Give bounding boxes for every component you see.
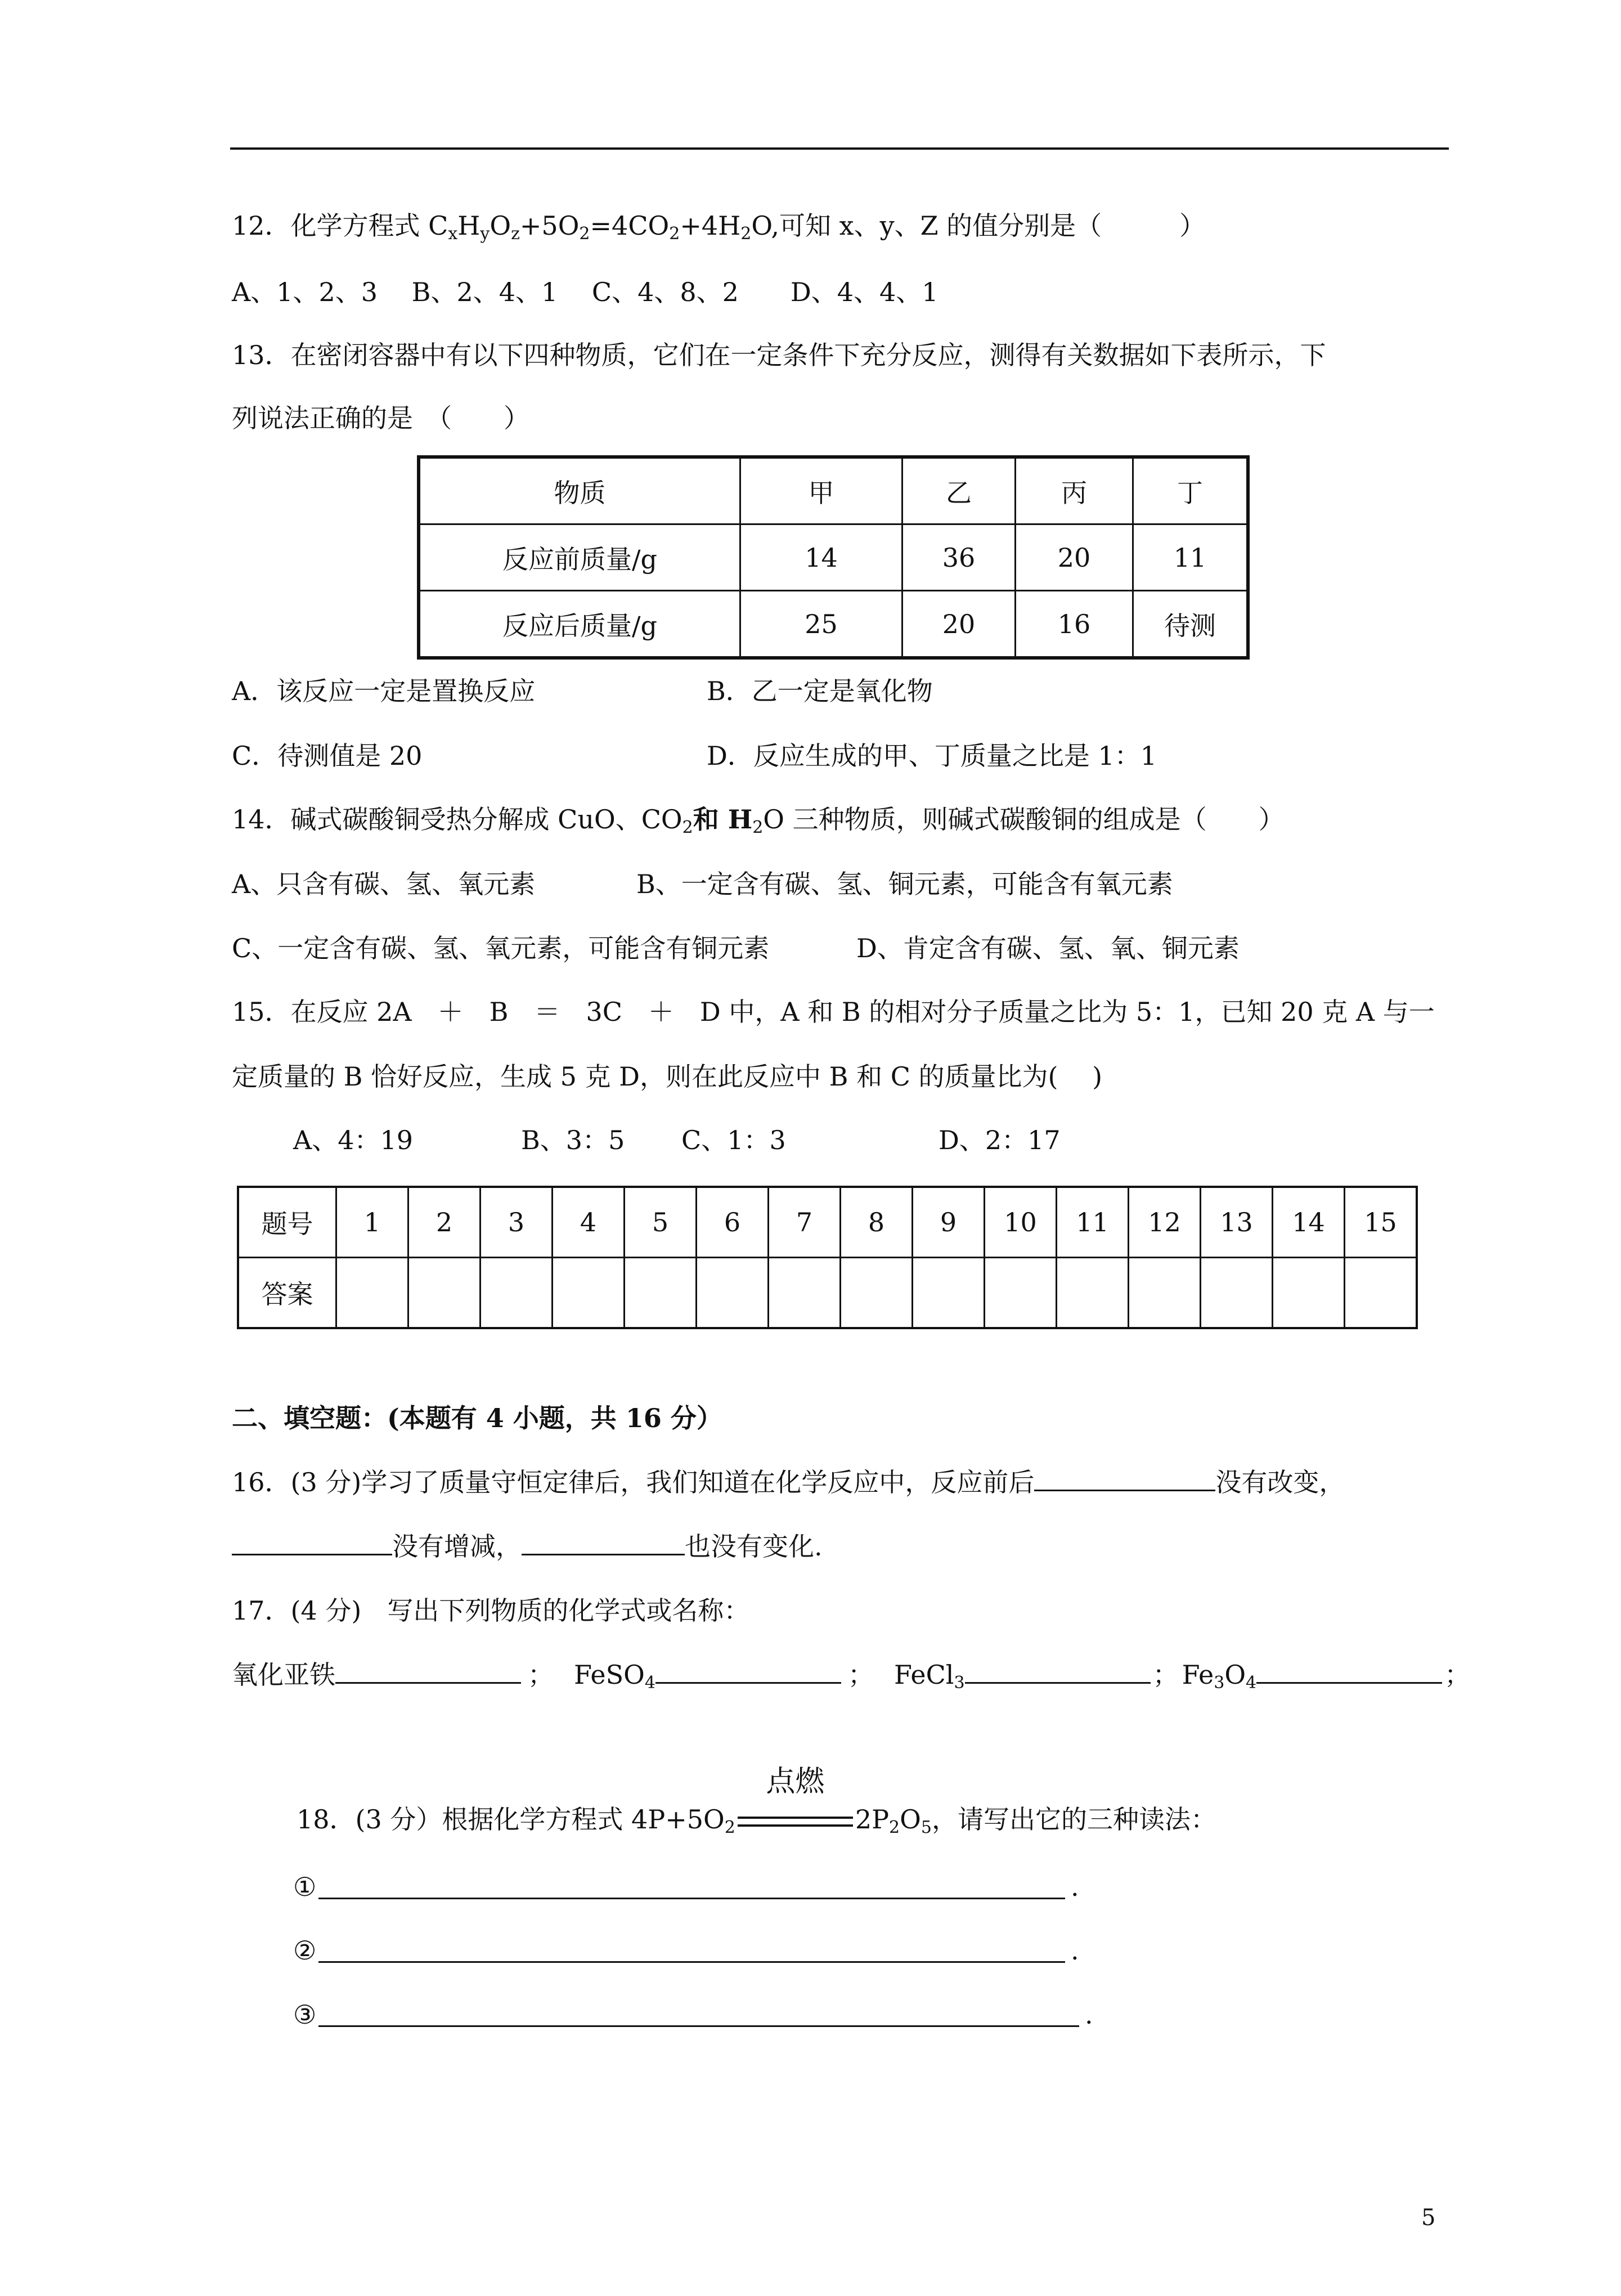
q17-stem: 17．(4 分) 写出下列物质的化学式或名称：	[232, 1595, 750, 1626]
q16-line2	[232, 1531, 823, 1562]
answer-cell[interactable]	[336, 1258, 408, 1329]
q13-stem-line2: 列说法正确的是 （ ）	[232, 403, 529, 433]
q12-stem	[232, 210, 1206, 244]
table-header-cell: 丁	[1133, 457, 1249, 524]
period: .	[1071, 1935, 1079, 1966]
answer-number-cell: 13	[1201, 1187, 1273, 1258]
q14-sub: 2	[682, 818, 693, 837]
answer-number-cell: 1	[336, 1187, 408, 1258]
formula-text: C	[428, 210, 448, 241]
answer-number-cell: 15	[1345, 1187, 1417, 1258]
formula-text: 2P	[855, 1804, 890, 1835]
header-rule	[230, 147, 1449, 150]
formula-sub: 4	[644, 1673, 655, 1693]
answer-row-label: 题号	[238, 1187, 336, 1258]
table-cell: 反应前质量/g	[419, 524, 740, 591]
answer-cell[interactable]	[481, 1258, 553, 1329]
reaction-condition: 点燃	[766, 1765, 825, 1799]
answer-table	[237, 1186, 1418, 1329]
table-header-cell: 乙	[902, 457, 1016, 524]
answer-cell[interactable]	[1201, 1258, 1273, 1329]
table-cell: 20	[902, 591, 1016, 658]
q14-sub2: 2	[752, 818, 764, 837]
double-line	[738, 1817, 853, 1827]
q14-option-a: A、只含有碳、氢、氧元素	[232, 869, 536, 899]
answer-cell[interactable]	[769, 1258, 841, 1329]
formula-text: O	[490, 210, 511, 241]
table-cell: 20	[1016, 524, 1133, 591]
reading-mark-3: ③	[293, 1999, 317, 2030]
answer-blank[interactable]	[655, 1682, 841, 1684]
answer-line[interactable]	[318, 1898, 1065, 1899]
answer-number-cell: 8	[841, 1187, 913, 1258]
separator: ；	[1444, 1660, 1471, 1690]
q17-item-2	[574, 1660, 655, 1693]
answer-cell[interactable]	[841, 1258, 913, 1329]
formula-text: H	[457, 210, 481, 241]
table-cell: 25	[740, 591, 902, 658]
q15-stem-line2: 定质量的 B 恰好反应，生成 5 克 D，则在此反应中 B 和 C 的质量比为( )	[232, 1061, 1103, 1092]
table-cell: 16	[1016, 591, 1133, 658]
formula-sub: 2	[740, 224, 752, 244]
table-cell: 反应后质量/g	[419, 591, 740, 658]
separator: ；	[528, 1660, 554, 1690]
reading-mark-1: ①	[293, 1872, 317, 1902]
q15-option-c: C、1：3	[681, 1125, 786, 1155]
answer-line[interactable]	[318, 1961, 1065, 1963]
q13-stem-line1: 13．在密闭容器中有以下四种物质，它们在一定条件下充分反应，测得有关数据如下表所示，下	[232, 340, 1326, 370]
formula-text: O	[751, 210, 771, 241]
q12-prefix: 12．化学方程式	[232, 210, 429, 241]
q16-text-a: 16．(3 分)学习了质量守恒定律后，我们知道在化学反应中，反应前后	[232, 1467, 1035, 1497]
q14-stem	[232, 804, 1285, 837]
answer-number-row	[238, 1187, 1417, 1258]
answer-blank[interactable]	[1256, 1682, 1442, 1684]
q14-option-d: D、肯定含有碳、氢、氧、铜元素	[856, 933, 1240, 963]
formula-sub: 3	[954, 1673, 965, 1693]
table-cell: 待测	[1133, 591, 1249, 658]
answer-input-row	[238, 1258, 1417, 1329]
q17-items	[232, 1660, 1471, 1693]
answer-number-cell: 10	[985, 1187, 1057, 1258]
formula-sub: 5	[920, 1818, 932, 1837]
formula-sub: x	[448, 224, 458, 244]
q12-suffix: ,可知 x、y、Z 的值分别是（ ）	[771, 210, 1206, 241]
answer-blank[interactable]	[1034, 1490, 1215, 1491]
q15-option-b: B、3：5	[521, 1125, 625, 1155]
ignition-arrow	[735, 1765, 855, 1832]
answer-number-cell: 6	[697, 1187, 769, 1258]
q13-option-d: D．反应生成的甲、丁质量之比是 1：1	[707, 741, 1157, 771]
answer-cell[interactable]	[1273, 1258, 1345, 1329]
formula-sub: 2	[669, 224, 680, 244]
table-header-cell: 丙	[1016, 457, 1133, 524]
answer-number-cell: 4	[553, 1187, 625, 1258]
answer-cell[interactable]	[625, 1258, 697, 1329]
q13-data-table	[417, 455, 1250, 660]
table-cell: 14	[740, 524, 902, 591]
q13-option-c: C．待测值是 20	[232, 741, 423, 771]
answer-line[interactable]	[318, 2025, 1079, 2027]
answer-cell[interactable]	[1345, 1258, 1417, 1329]
q12-options: A、1、2、3 B、2、4、1 C、4、8、2 D、4、4、1	[232, 277, 939, 307]
q13-option-b: B．乙一定是氧化物	[707, 676, 933, 706]
table-cell: 11	[1133, 524, 1249, 591]
q15-stem-line1: 15．在反应 2A ＋ B ＝ 3C ＋ D 中，A 和 B 的相对分子质量之比为 5：1，已知 20 克 A 与一	[232, 997, 1435, 1027]
answer-number-cell: 12	[1129, 1187, 1201, 1258]
table-header-row	[419, 457, 1248, 524]
q18-stem	[297, 1765, 1216, 1837]
reading-mark-2: ②	[293, 1935, 317, 1966]
answer-blank[interactable]	[522, 1554, 685, 1555]
answer-number-cell: 3	[481, 1187, 553, 1258]
answer-number-cell: 9	[913, 1187, 985, 1258]
formula-sub: z	[511, 224, 520, 244]
table-row	[419, 591, 1248, 658]
formula-sub: 2	[579, 224, 590, 244]
q16-line1	[232, 1469, 1345, 1495]
q14-text-b: 和 H	[693, 804, 753, 835]
q14-text-a: 14．碱式碳酸铜受热分解成 CuO、CO	[232, 804, 682, 835]
answer-number-cell: 2	[408, 1187, 481, 1258]
q13-option-a: A．该反应一定是置换反应	[232, 676, 536, 706]
formula-sub: 2	[889, 1818, 900, 1837]
answer-cell[interactable]	[1057, 1258, 1129, 1329]
q17-item-3	[893, 1660, 965, 1693]
period: .	[1071, 1872, 1079, 1902]
answer-cell[interactable]	[553, 1258, 625, 1329]
formula-text: Fe	[1182, 1660, 1214, 1690]
separator: ；	[847, 1660, 874, 1690]
answer-blank[interactable]	[232, 1554, 392, 1555]
answer-number-cell: 11	[1057, 1187, 1129, 1258]
formula-text: =4CO	[590, 210, 670, 241]
q14-option-c: C、一定含有碳、氢、氧元素，可能含有铜元素	[232, 933, 770, 963]
table-header-cell: 甲	[740, 457, 902, 524]
period: .	[1085, 1999, 1093, 2030]
formula-text: +5O	[519, 210, 580, 241]
q18-suffix: ，请写出它的三种读法：	[931, 1804, 1216, 1835]
answer-cell[interactable]	[913, 1258, 985, 1329]
answer-cell[interactable]	[1129, 1258, 1201, 1329]
answer-number-cell: 7	[769, 1187, 841, 1258]
formula-text: +4H	[680, 210, 741, 241]
formula-sub: 3	[1214, 1673, 1225, 1693]
chemical-equation	[428, 210, 771, 244]
formula-text: O	[1224, 1660, 1246, 1690]
q16-text-c: 没有增减，	[392, 1531, 522, 1562]
q15-option-a: A、4：19	[293, 1125, 414, 1155]
q17-item-1: 氧化亚铁	[232, 1660, 335, 1690]
formula-sub: 4	[1246, 1673, 1257, 1693]
answer-cell[interactable]	[697, 1258, 769, 1329]
answer-number-cell: 5	[625, 1187, 697, 1258]
answer-blank[interactable]	[335, 1682, 521, 1684]
q16-text-b: 没有改变，	[1215, 1467, 1345, 1497]
formula-text: FeCl	[893, 1660, 954, 1690]
q14-option-b: B、一定含有碳、氢、铜元素，可能含有氧元素	[636, 869, 1173, 899]
formula-sub: 2	[724, 1818, 735, 1837]
section-title: 二、填空题：(本题有 4 小题，共 16 分）	[232, 1403, 722, 1433]
page-number: 5	[1421, 2205, 1436, 2231]
q17-item-4	[1182, 1660, 1257, 1693]
q15-option-d: D、2：17	[939, 1125, 1061, 1155]
answer-cell[interactable]	[985, 1258, 1057, 1329]
separator: ；	[1152, 1660, 1179, 1690]
answer-row-label: 答案	[238, 1258, 336, 1329]
answer-number-cell: 14	[1273, 1187, 1345, 1258]
table-header-cell: 物质	[419, 457, 740, 524]
q16-text-d: 也没有变化.	[685, 1531, 823, 1562]
q18-prefix: 18．(3 分）根据化学方程式 4P+5O	[297, 1804, 725, 1835]
formula-text: O	[900, 1804, 921, 1835]
q12-formula	[428, 210, 771, 244]
table-row	[419, 524, 1248, 591]
answer-cell[interactable]	[408, 1258, 481, 1329]
q14-text-c: O 三种物质，则碱式碳酸铜的组成是（ ）	[763, 804, 1285, 835]
answer-blank[interactable]	[965, 1682, 1151, 1684]
formula-text: FeSO	[574, 1660, 645, 1690]
formula-sub: y	[480, 224, 490, 244]
table-cell: 36	[902, 524, 1016, 591]
